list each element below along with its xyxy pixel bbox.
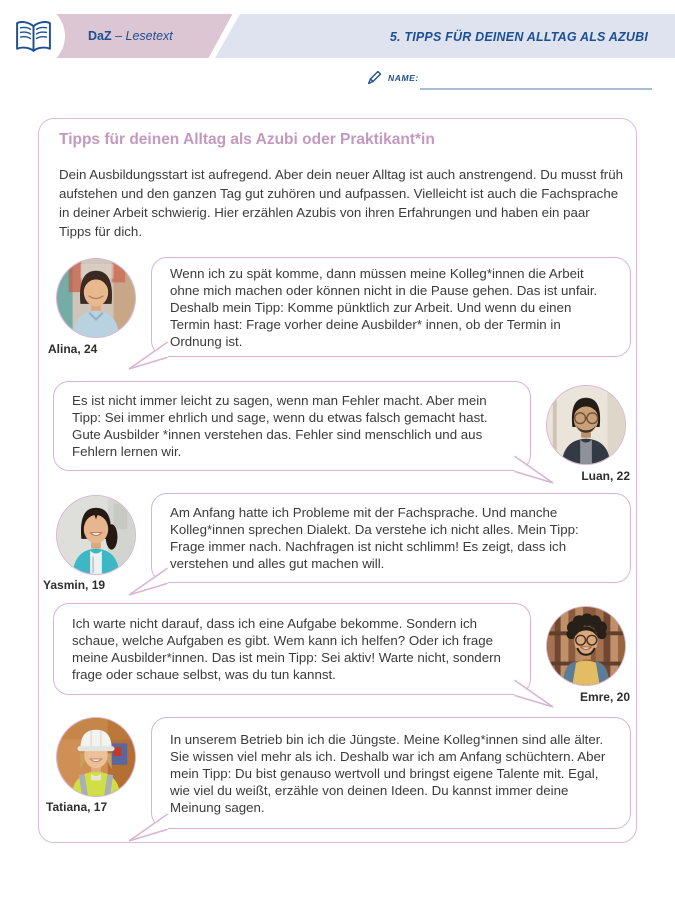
- bubble-text: Wenn ich zu spät komme, dann müssen meine Kolleg*innen die Arbeit ohne mich machen oder können nicht in die Pause gehen. Das ist unfair. Deshalb mein Tipp: Komme pünktlich zur Arbeit. Und wenn du einen Termin hast: Frage vorher deine Ausbilder* innen, ob der Termin in Ordnung ist.: [170, 265, 598, 349]
- name-label: NAME:: [388, 73, 419, 83]
- testimonial-name: Luan, 22: [581, 469, 630, 483]
- logo-circle: [1, 4, 65, 68]
- testimonial-name: Tatiana, 17: [46, 800, 108, 814]
- name-input-line[interactable]: [420, 88, 652, 90]
- page-title: Tipps für deinen Alltag als Azubi oder Praktikant*in: [59, 131, 435, 148]
- bubble-text: Ich warte nicht darauf, dass ich eine Aufgabe bekomme. Sondern ich schaue, welche Aufgaben es gibt. Wem kann ich helfen? Oder ich frage meine Ausbilder*innen. Das ist mein Tipp: Sei aktiv! Warte nicht, sondern frage oder schaue selbst, was du tun kannst.: [72, 616, 501, 682]
- intro-paragraph: Dein Ausbildungsstart ist aufregend. Aber dein neuer Alltag ist auch anstrengend. Du musst früh aufstehen und den ganzen Tag gut zuhören und aufpassen. Vielleicht ist auch die Fachsprache in deiner Arbeit schwierig. Hier erzählen Azubis von ihren Erfahrungen und haben ein paar Tipps für dich.: [59, 167, 623, 239]
- testimonial-name: Alina, 24: [48, 342, 98, 356]
- avatar-yasmin: [56, 495, 136, 575]
- badge-italic-text: – Lesetext: [111, 29, 173, 43]
- testimonial-name: Yasmin, 19: [43, 578, 106, 592]
- speech-bubble-tatiana: [151, 717, 631, 829]
- avatar-luan: [546, 385, 626, 465]
- speech-bubble-alina: [151, 257, 631, 357]
- bubble-tail-icon: [126, 564, 168, 598]
- bubble-text: Es ist nicht immer leicht zu sagen, wenn man Fehler macht. Aber mein Tipp: Sei immer ehrlich und sage, wenn du etwas falsch gemacht hast. Gute Ausbilder *innen verstehen das. Fehler sind menschlich und aus Fehlern lernen wir.: [72, 393, 488, 459]
- worksheet-frame: [38, 118, 637, 843]
- speech-bubble-luan: [53, 381, 531, 471]
- worksheet-type-badge: [88, 29, 173, 43]
- avatar-emre: [546, 606, 626, 686]
- avatar-alina: [56, 258, 136, 338]
- bubble-text: In unserem Betrieb bin ich die Jüngste. Meine Kolleg*innen sind alle älter. Sie wissen viel mehr als ich. Deshalb war ich am Anfang schüchtern. Aber mein Tipp: Du bist genauso wertvoll und bringst eigene Talente mit. Egal, wie viel du weißt, erzähle von deinen Ideen. Du kannst immer deine Meinung sagen.: [170, 731, 606, 815]
- bubble-tail-icon: [126, 810, 168, 844]
- badge-bold-text: DaZ: [88, 29, 112, 43]
- bubble-tail-icon: [126, 338, 168, 372]
- avatar-tatiana: [56, 717, 136, 797]
- speech-bubble-emre: [53, 603, 531, 695]
- chapter-title: 5. TIPPS FÜR DEINEN ALLTAG ALS AZUBI: [389, 30, 648, 44]
- bubble-text: Am Anfang hatte ich Probleme mit der Fachsprache. Und manche Kolleg*innen sprechen Dialekt. Da verstehe ich nicht alles. Mein Tipp: Frage immer nach. Nachfragen ist nicht schlimm! Es zeigt, dass ich verstehen und alles gut machen will.: [170, 505, 579, 571]
- testimonial-name: Emre, 20: [579, 690, 630, 704]
- speech-bubble-yasmin: [151, 493, 631, 583]
- pencil-icon: [366, 69, 383, 91]
